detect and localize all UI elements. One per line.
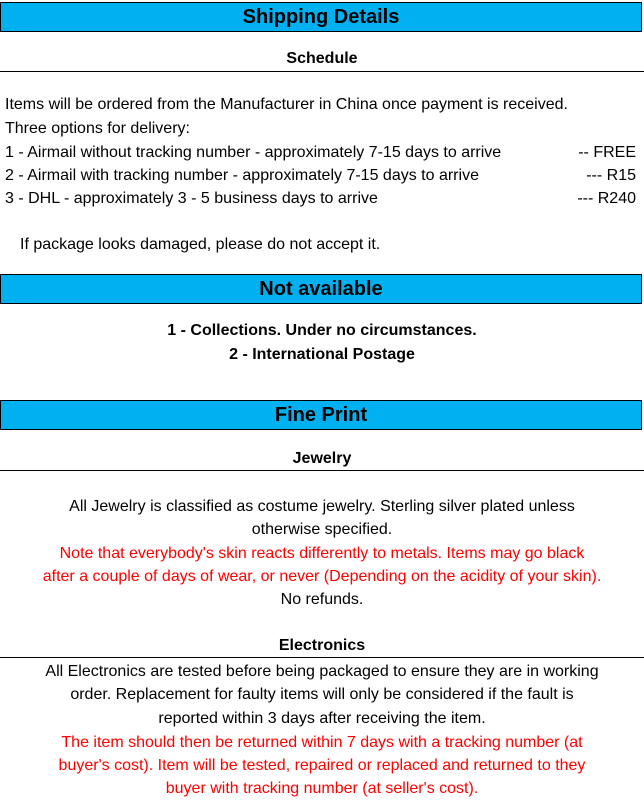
electronics-return-line-2: buyer's cost). Item will be tested, repaired or replaced and returned to they (58, 757, 586, 774)
electronics-heading: Electronics (278, 637, 366, 654)
electronics-divider (0, 657, 644, 658)
delivery-option-2-price: --- R15 (586, 167, 636, 184)
schedule-divider (0, 71, 644, 72)
damage-note: If package looks damaged, please do not accept it. (20, 236, 381, 253)
not-available-item-1: 1 - Collections. Under no circumstances. (167, 322, 477, 339)
shipping-details-banner: Shipping Details (0, 2, 642, 32)
jewelry-line-2: otherwise specified. (251, 521, 393, 538)
schedule-heading: Schedule (286, 50, 358, 67)
electronics-line-3: reported within 3 days after receiving the item. (158, 710, 486, 727)
delivery-option-3-price: --- R240 (577, 190, 636, 207)
delivery-option-1-price: -- FREE (578, 144, 636, 161)
jewelry-divider (0, 470, 644, 471)
schedule-intro-line-1: Items will be ordered from the Manufacturer in China once payment is received. (5, 96, 568, 113)
jewelry-warning-line-2: after a couple of days of wear, or never (Depending on the acidity of your skin). (42, 568, 602, 585)
electronics-return-line-3: buyer with tracking number (at seller's cost). (165, 780, 479, 797)
jewelry-no-refunds: No refunds. (280, 591, 364, 608)
delivery-option-2: 2 - Airmail with tracking number - approximately 7-15 days to arrive (5, 167, 479, 184)
not-available-item-2: 2 - International Postage (229, 346, 415, 363)
delivery-option-1: 1 - Airmail without tracking number - approximately 7-15 days to arrive (5, 144, 502, 161)
jewelry-warning-line-1: Note that everybody's skin reacts differently to metals. Items may go black (59, 545, 585, 562)
schedule-intro-line-2: Three options for delivery: (5, 120, 190, 137)
jewelry-line-1: All Jewelry is classified as costume jewelry. Sterling silver plated unless (69, 498, 575, 515)
electronics-line-2: order. Replacement for faulty items will only be considered if the fault is (70, 686, 574, 703)
electronics-return-line-1: The item should then be returned within 7 days with a tracking number (at (61, 734, 583, 751)
jewelry-heading: Jewelry (292, 450, 352, 467)
not-available-banner: Not available (0, 274, 642, 304)
electronics-line-1: All Electronics are tested before being packaged to ensure they are in working (45, 663, 599, 680)
delivery-option-3: 3 - DHL - approximately 3 - 5 business days to arrive (5, 190, 378, 207)
fine-print-banner: Fine Print (0, 400, 642, 430)
